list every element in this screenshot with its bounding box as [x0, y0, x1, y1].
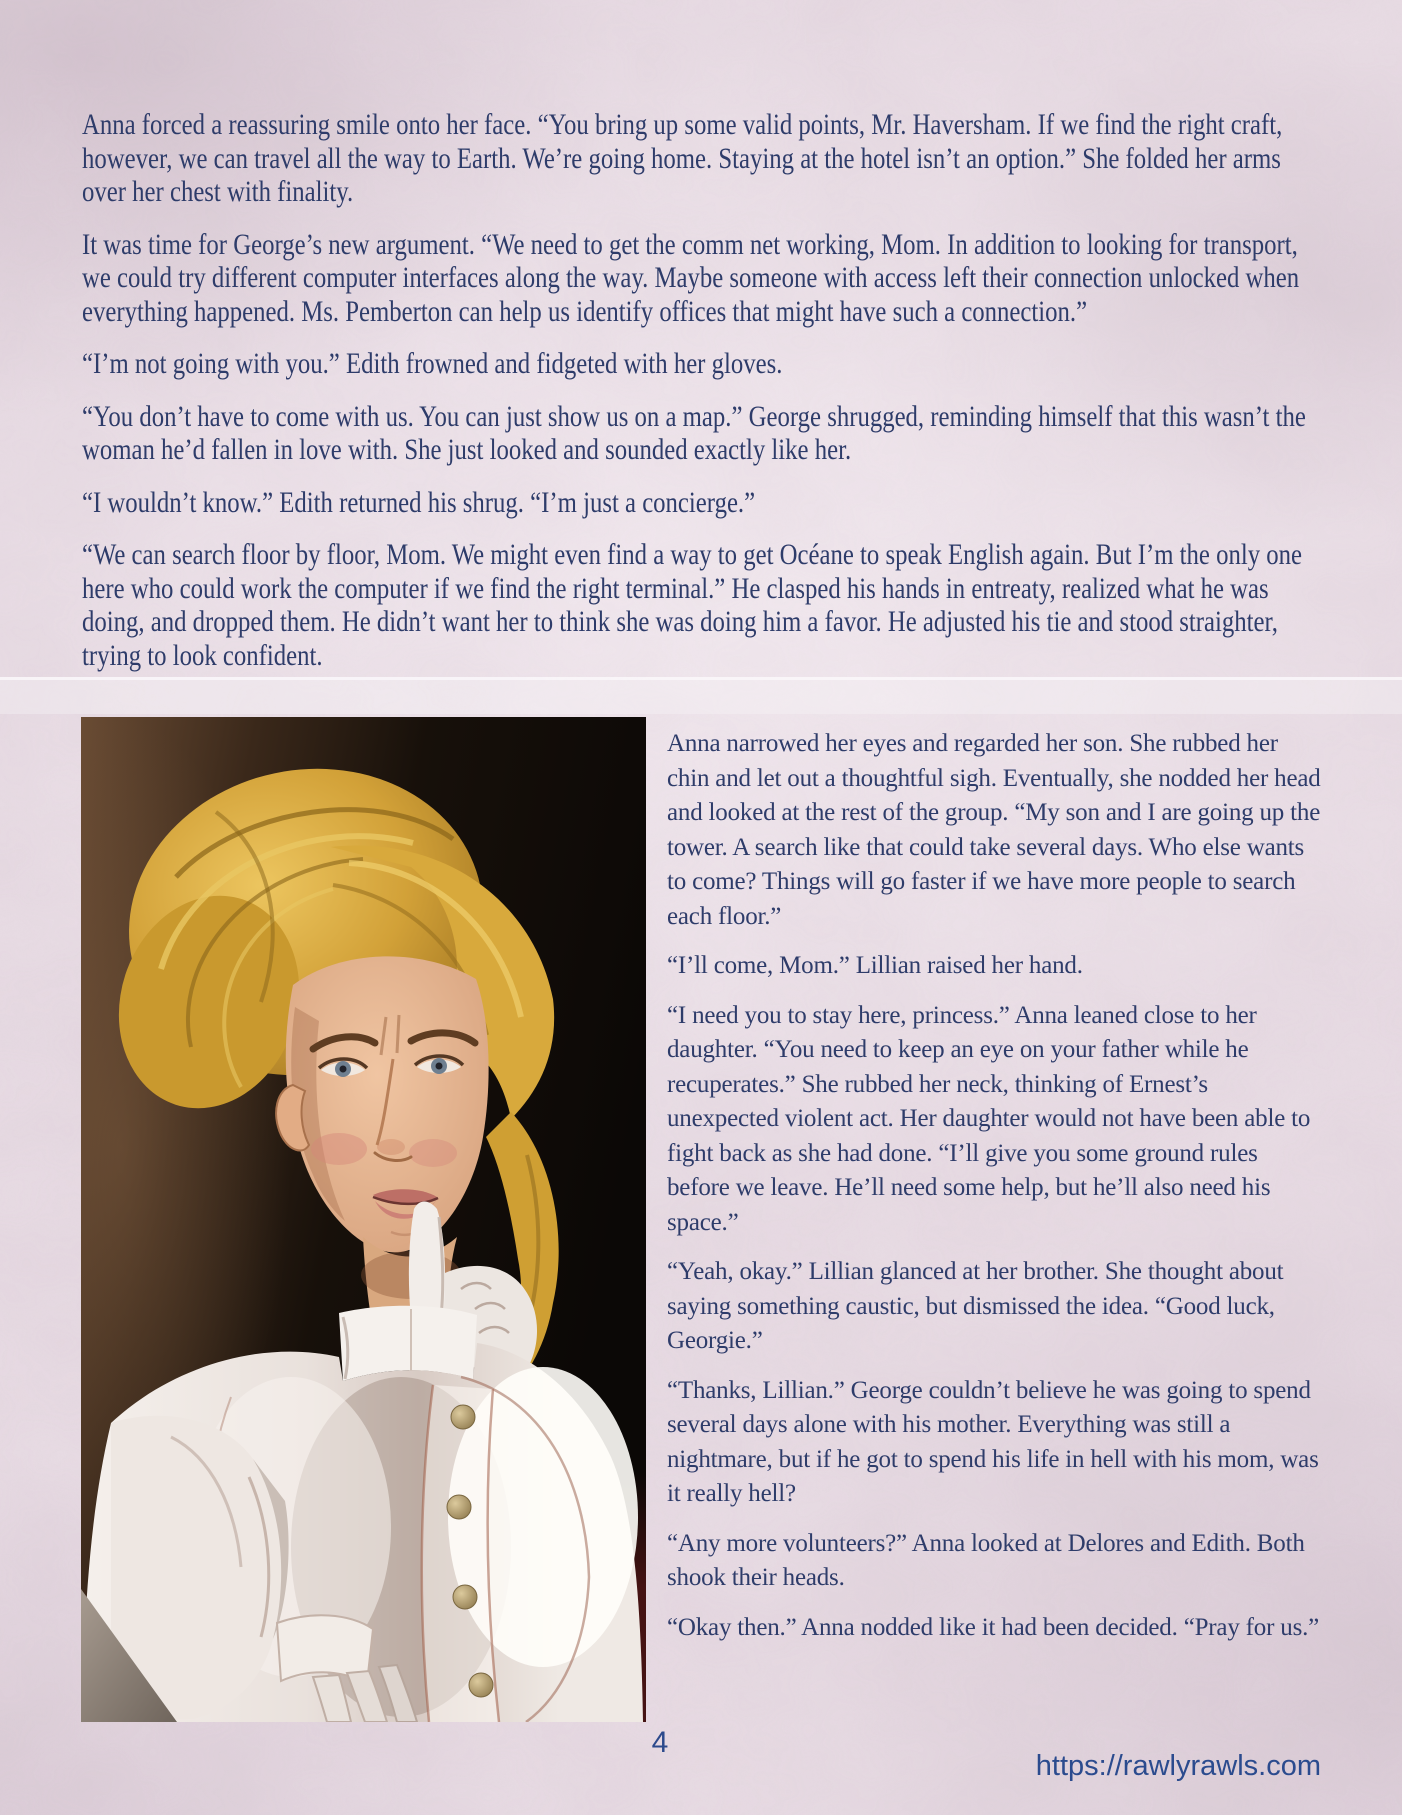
footer-link[interactable]: https://rawlyrawls.com — [1035, 1750, 1321, 1782]
story-paragraph: “We can search floor by floor, Mom. We might even find a way to get Océane to speak English again. But I’m the only one here who could work the computer if we find the right terminal.” He clasped his hands in entreaty, realized what he was doing, and dropped them. He didn’t want her to think she was doing him a favor. He adjusted his tie and stood straighter, trying to look confident. — [82, 538, 1303, 672]
story-paragraph: “I’m not going with you.” Edith frowned and fidgeted with her gloves. — [82, 347, 783, 380]
story-paragraph: “I need you to stay here, princess.” Anna leaned close to her daughter. “You need to keep an eye on your father while he recuperates.” She rubbed her neck, thinking of Ernest’s unexpected violent act. Her daughter would not have been able to fight back as she had done. “I’ll give you some ground rules before we leave. He’ll need some help, but he’ll also need his space.” — [667, 1001, 1311, 1236]
story-paragraph: “Any more volunteers?” Anna looked at Delores and Edith. Both shook their heads. — [667, 1529, 1305, 1591]
story-text-top — [82, 108, 1322, 691]
page-number: 4 — [651, 1726, 669, 1759]
story-paragraph: Anna forced a reassuring smile onto her face. “You bring up some valid points, Mr. Haversham. If we find the right craft, however, we can travel all the way to Earth. We’re going home. Staying at the hotel isn’t an option.” She folded her arms over her chest with finality. — [82, 108, 1283, 208]
story-paragraph: “Yeah, okay.” Lillian glanced at her brother. She thought about saying something caustic, but dismissed the idea. “Good luck, Georgie.” — [667, 1258, 1284, 1354]
story-paragraph: “Thanks, Lillian.” George couldn’t believe he was going to spend several days alone with his mother. Everything was still a nightmare, but if he got to spend his life in hell with his mom, was it really hell? — [667, 1376, 1319, 1507]
story-paragraph: “You don’t have to come with us. You can just show us on a map.” George shrugged, reminding himself that this wasn’t the woman he’d fallen in love with. She just looked and sounded exactly like her. — [82, 399, 1306, 466]
story-paragraph: “Okay then.” Anna nodded like it had been decided. “Pray for us.” — [667, 1613, 1320, 1641]
story-paragraph: “I’ll come, Mom.” Lillian raised her hand. — [667, 952, 1083, 979]
story-paragraph: It was time for George’s new argument. “We need to get the comm net working, Mom. In addition to looking for transport, we could try different computer interfaces along the way. Maybe someone with access left their connection unlocked when everything happened. Ms. Pemberton can help us identify offices that might have such a connection.” — [82, 227, 1300, 328]
story-text-right — [667, 727, 1323, 1660]
portrait-illustration — [81, 717, 646, 1722]
story-paragraph: Anna narrowed her eyes and regarded her son. She rubbed her chin and let out a thoughtful sigh. Eventually, she nodded her head and looked at the rest of the group. “My son and I are going up the tower. A search like that could take several days. Who else wants to come? Things will go faster if we have more people to search each floor.” — [667, 730, 1321, 930]
story-paragraph: “I wouldn’t know.” Edith returned his shrug. “I’m just a concierge.” — [82, 485, 756, 519]
